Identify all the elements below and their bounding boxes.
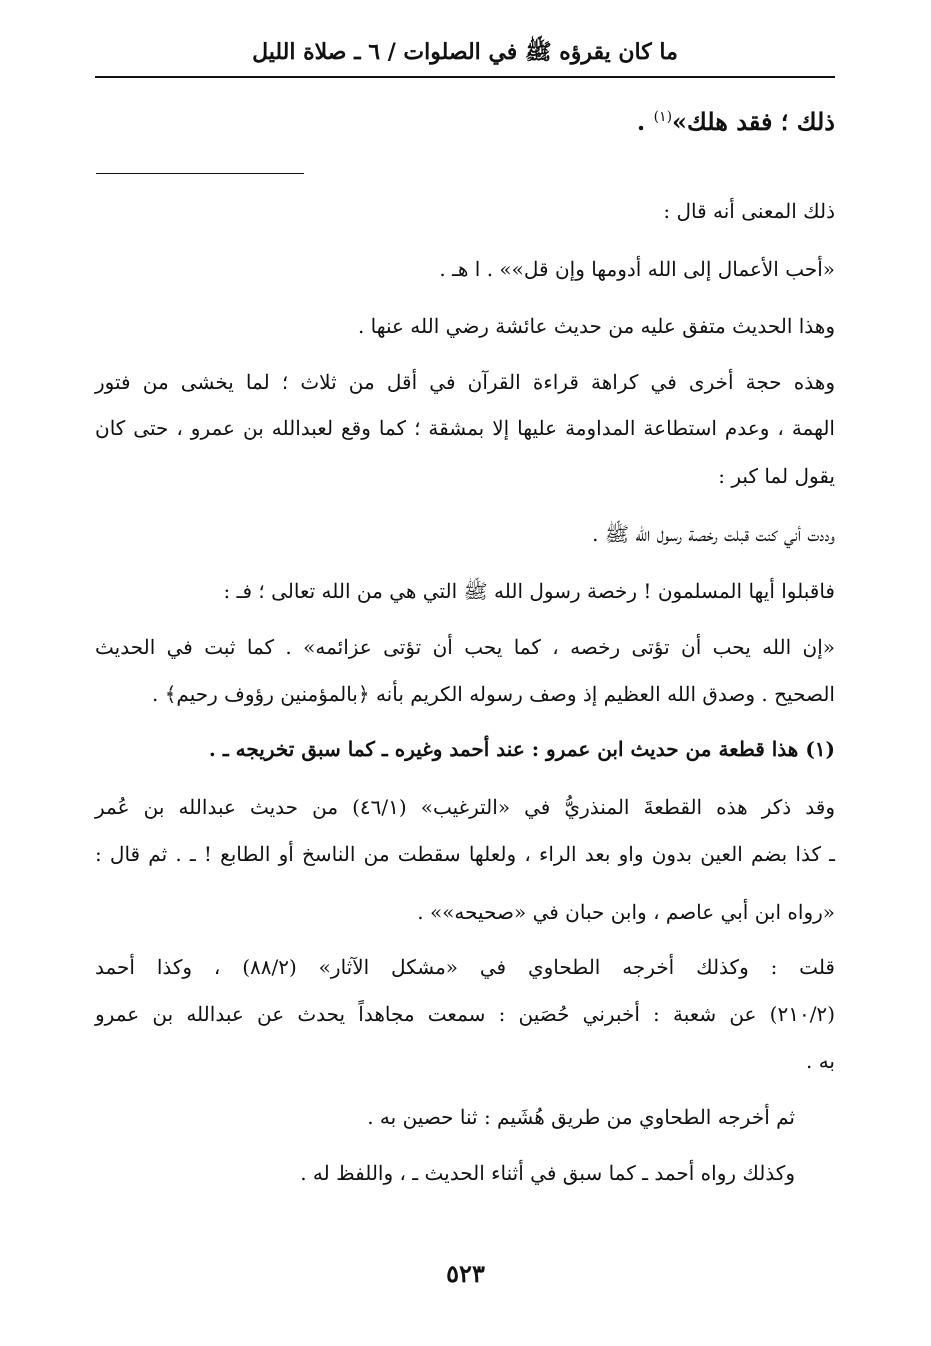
footnote-line: ـ كذا بضم العين بدون واو بعد الراء ، ولعلها سقطت من الناسخ أو الطابع ! ـ . ثم قال :: [95, 842, 835, 866]
footnote-line: قلت : وكذلك أخرجه الطحاوي في «مشكل الآثار» (٨٨/٢) ، وكذا أحمد: [95, 955, 835, 979]
footnote-line: (١) هذا قطعة من حديث ابن عمرو : عند أحمد وغيره ـ كما سبق تخريجه ـ .: [208, 737, 835, 761]
text-line: يقول لما كبر :: [718, 464, 835, 488]
text-line: ذلك المعنى أنه قال :: [663, 199, 835, 223]
footnote-line: (٢١٠/٢) عن شعبة : أخبرني حُصَين : سمعت مجاهداً يحدث عن عبدالله بن عمرو: [95, 1002, 835, 1026]
footnote-line: وقد ذكر هذه القطعةَ المنذريُّ في «الترغيب» (٤٦/١) من حديث عبدالله بن عُمر: [95, 795, 835, 819]
top-line-end: .: [636, 107, 654, 136]
top-line-text: ذلك ؛ فقد هلك»: [672, 107, 835, 136]
text-line: الصحيح . وصدق الله العظيم إذ وصف رسوله الكريم بأنه ﴿بالمؤمنين رؤوف رحيم﴾ .: [151, 682, 835, 706]
page-number: ٥٢٣: [446, 1259, 485, 1288]
top-line: [95, 100, 835, 139]
text-line: فاقبلوا أيها المسلمون ! رخصة رسول الله ﷺ التي هي من الله تعالى ؛ فـ :: [223, 579, 835, 603]
header-rule: [95, 76, 835, 78]
footnote-line: «رواه ابن أبي عاصم ، وابن حبان في «صحيحه»» .: [417, 900, 835, 924]
text-line: وهذا الحديث متفق عليه من حديث عائشة رضي الله عنها .: [357, 314, 835, 338]
footnote-line: به .: [805, 1049, 835, 1073]
footnote-line: ثم أخرجه الطحاوي من طريق هُشَيم : ثنا حصين به .: [367, 1105, 795, 1129]
footnote-separator: [96, 173, 304, 174]
text-line: «أحب الأعمال إلى الله أدومها وإن قل»» . ا هـ .: [439, 257, 835, 281]
text-line: الهمة ، وعدم استطاعة المداومة عليها إلا بمشقة ؛ كما وقع لعبدالله بن عمرو ، حتى كان: [95, 416, 835, 440]
text-line: وهذه حجة أخرى في كراهة قراءة القرآن في أقل من ثلاث ؛ لما يخشى من فتور: [95, 370, 835, 394]
text-line: وددت أني كنت قبلت رخصة رسول الله ﷺ .: [592, 522, 835, 546]
text-line: «إن الله يحب أن تؤتى رخصه ، كما يحب أن تؤتى عزائمه» . كما ثبت في الحديث: [95, 635, 835, 659]
footnote-line: وكذلك رواه أحمد ـ كما سبق في أثناء الحديث ـ ، واللفظ له .: [300, 1161, 795, 1185]
running-header: ما كان يقرؤه ﷺ في الصلوات / ٦ ـ صلاة الليل: [252, 39, 678, 65]
footnote-ref: (١): [653, 109, 673, 125]
